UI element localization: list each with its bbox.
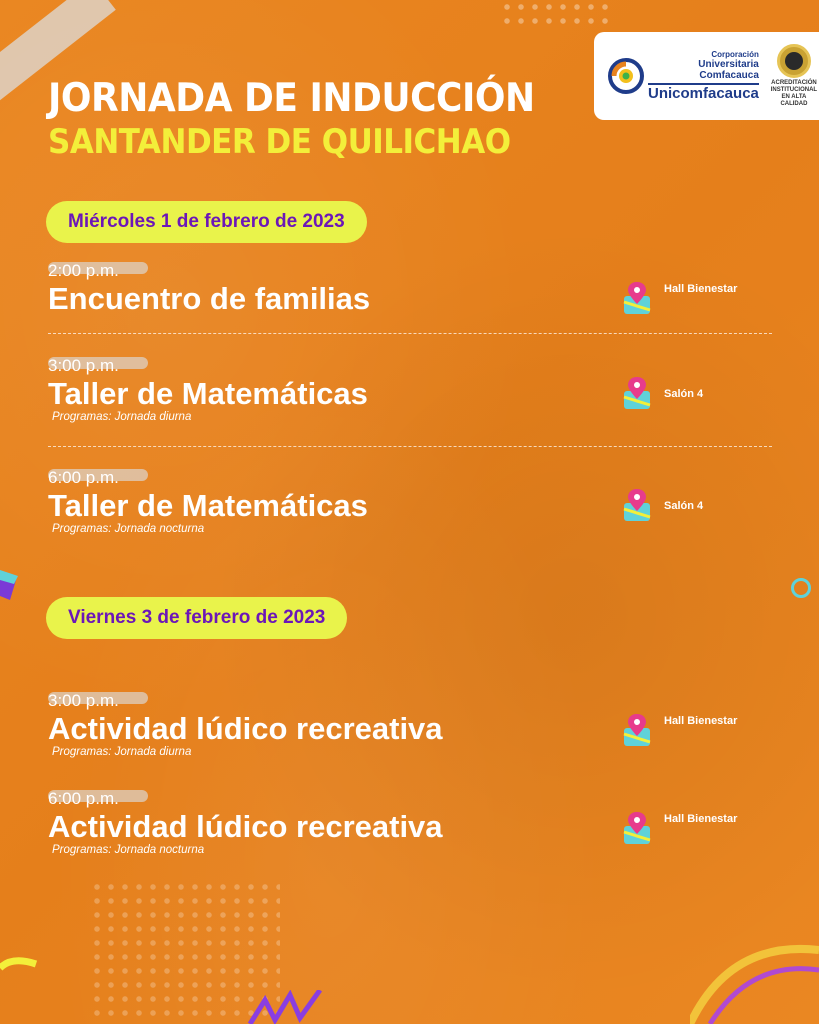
seal-line-1: ACREDITACIÓN [771,80,817,86]
logo-wordmark [648,50,759,103]
event-programs: Programas: Jornada diurna [52,746,192,758]
event-item [48,357,778,424]
event-time: 6:00 p.m. [48,789,119,808]
logo-line-3: Comfacauca [699,69,759,81]
location-label: Salón 4 [664,500,704,512]
event-programs: Programas: Jornada nocturna [52,844,205,856]
event-programs: Programas: Jornada nocturna [52,523,205,535]
location-label: Hall Bienestar [664,283,738,295]
corner-shape-left [0,570,24,606]
event-title: Encuentro de familias [48,281,371,316]
curve-decoration-right [690,930,819,1024]
map-pin-icon [622,812,652,846]
university-logo-icon [608,58,644,94]
logo-brand: Unicomfacauca [648,84,759,102]
event-item [48,262,778,316]
event-title: Taller de Matemáticas [48,376,368,411]
event-location [622,812,744,846]
event-title: Taller de Matemáticas [48,488,368,523]
dot-pattern-top [500,0,610,30]
page-title: JORNADA DE INDUCCIÓN [48,75,535,122]
location-label: Hall Bienestar [664,813,738,825]
map-pin-icon [622,714,652,748]
event-time: 2:00 p.m. [48,261,119,280]
event-location [622,489,744,523]
event-location [622,714,744,748]
logo-line-1: Corporación [711,49,759,59]
zigzag-decoration [245,990,345,1024]
event-location [622,377,744,411]
event-item [48,469,778,536]
date-pill-day-1: Miércoles 1 de febrero de 2023 [46,201,367,243]
seal-line-3: EN ALTA CALIDAD [780,94,808,107]
location-label: Salón 4 [664,388,704,400]
map-pin-icon [622,377,652,411]
seal-icon [777,44,811,78]
map-pin-icon [622,489,652,523]
seal-line-2: INSTITUCIONAL [770,87,818,93]
divider [48,446,772,447]
event-item [48,790,778,857]
map-pin-icon [622,282,652,316]
event-time: 3:00 p.m. [48,356,119,375]
wave-decoration [0,950,40,980]
event-title: Actividad lúdico recreativa [48,711,443,746]
event-title: Actividad lúdico recreativa [48,809,443,844]
event-location [622,282,744,316]
ring-decoration [791,578,811,598]
date-pill-day-2: Viernes 3 de febrero de 2023 [46,597,347,639]
logo-card [594,32,819,120]
accreditation-seal [769,44,819,108]
location-label: Hall Bienestar [664,715,738,727]
page-subtitle: SANTANDER DE QUILICHAO [48,122,511,162]
divider [48,333,772,334]
event-item [48,692,778,759]
event-time: 3:00 p.m. [48,691,119,710]
event-programs: Programas: Jornada diurna [52,411,192,423]
logo-line-2: Universitaria [698,58,759,70]
event-time: 6:00 p.m. [48,468,119,487]
